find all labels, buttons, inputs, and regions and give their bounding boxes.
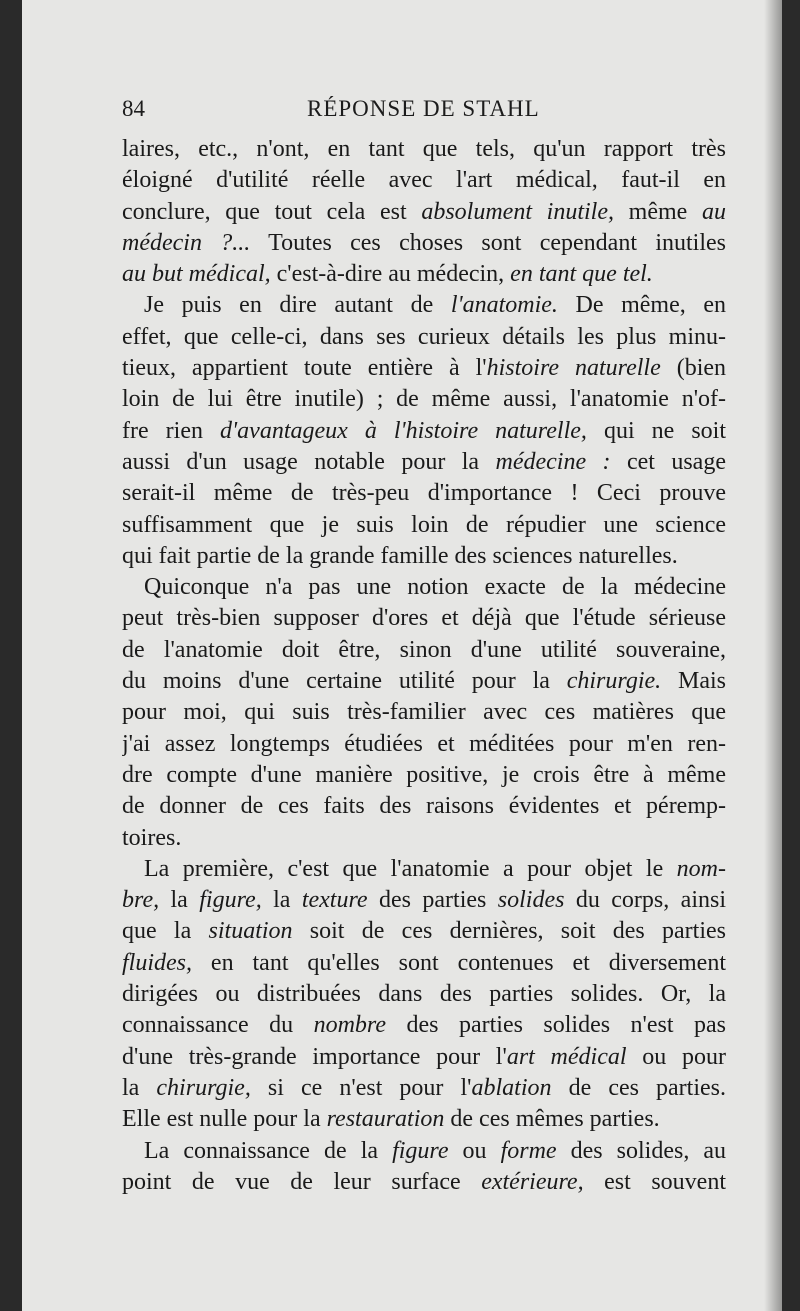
book-page — [22, 0, 782, 1311]
text-segment: De même, en — [557, 292, 726, 319]
italic-text: médecine : — [495, 448, 611, 475]
italic-text: art médical — [506, 1043, 627, 1070]
text-segment: du corps, ainsi — [564, 887, 726, 914]
italic-text: au but médical, — [122, 261, 271, 288]
text-line — [122, 1104, 726, 1135]
text-segment: de donner de ces faits des raisons évidentes et péremp- — [122, 793, 726, 820]
italic-text: absolument inutile, — [421, 198, 614, 225]
text-segment: serait-il même de très-peu d'importance ! Ceci prouve — [122, 480, 726, 507]
text-segment: Je puis en dire autant de — [144, 292, 451, 319]
text-segment: d'une très-grande importance pour l' — [122, 1043, 507, 1070]
text-segment: peut très-bien supposer d'ores et déjà que l'étude sérieuse — [122, 605, 726, 632]
italic-text: figure — [392, 1137, 449, 1164]
text-segment: si ce n'est pour l' — [250, 1074, 472, 1101]
italic-text: solides — [497, 887, 565, 914]
italic-text: l'anatomie. — [450, 292, 558, 319]
page-header — [22, 96, 782, 130]
italic-text: chirurgie, — [156, 1074, 251, 1101]
text-segment: ou — [448, 1137, 501, 1164]
body-text — [122, 134, 726, 1198]
text-segment: Mais — [661, 668, 726, 695]
italic-text: restauration — [326, 1106, 445, 1133]
text-segment: des solides, au — [556, 1137, 726, 1164]
text-segment: conclure, que tout cela est — [122, 198, 422, 225]
text-line — [122, 572, 726, 603]
text-segment: soit de ces dernières, soit des parties — [292, 918, 726, 945]
text-segment: des parties — [367, 887, 498, 914]
text-segment: de ces parties. — [551, 1074, 726, 1101]
text-line — [122, 416, 726, 447]
italic-text: bre, — [122, 887, 160, 914]
text-segment: loin de lui être inutile) ; de même aussi, l'anatomie n'of- — [122, 386, 726, 413]
text-line — [122, 854, 726, 885]
text-line — [122, 134, 726, 165]
text-segment: fre rien — [122, 417, 221, 444]
text-line — [122, 603, 726, 634]
text-segment: des parties solides n'est pas — [386, 1012, 726, 1039]
text-line — [122, 1167, 726, 1198]
text-line — [122, 290, 726, 321]
text-segment: de l'anatomie doit être, sinon d'une utilité souveraine, — [122, 636, 726, 663]
text-segment: connaissance du — [122, 1012, 314, 1039]
italic-text: texture — [301, 887, 368, 914]
text-line — [122, 1073, 726, 1104]
text-line — [122, 510, 726, 541]
text-segment: cet usage — [610, 448, 726, 475]
text-line — [122, 885, 726, 916]
italic-text: en tant que tel. — [510, 261, 653, 288]
text-line — [122, 1042, 726, 1073]
text-line — [122, 979, 726, 1010]
text-segment: suffisamment que je suis loin de répudier une science — [122, 511, 726, 538]
text-segment: la — [261, 887, 302, 914]
text-segment: Elle est nulle pour la — [122, 1106, 327, 1133]
text-line — [122, 635, 726, 666]
text-line — [122, 478, 726, 509]
text-segment: la — [122, 1074, 157, 1101]
text-line — [122, 916, 726, 947]
text-segment: effet, que celle-ci, dans ses curieux détails les plus minu- — [122, 323, 726, 350]
text-segment: (bien — [660, 355, 726, 382]
text-segment: qui ne soit — [586, 417, 726, 444]
text-segment: La première, c'est que l'anatomie a pour objet le — [144, 855, 677, 882]
text-segment: que la — [122, 918, 209, 945]
text-line — [122, 823, 726, 854]
italic-text: figure, — [199, 887, 262, 914]
running-title: RÉPONSE DE STAHL — [307, 96, 540, 121]
text-line — [122, 1136, 726, 1167]
text-segment: Toutes ces choses sont cependant inutiles — [250, 229, 726, 256]
text-line — [122, 197, 726, 228]
text-segment: c'est-à-dire au médecin, — [270, 261, 511, 288]
text-line — [122, 791, 726, 822]
text-line — [122, 948, 726, 979]
text-segment: point de vue de leur surface — [122, 1168, 482, 1195]
text-segment: Quiconque n'a pas une notion exacte de la médecine — [144, 574, 726, 601]
text-segment: tieux, appartient toute entière à l' — [122, 355, 487, 382]
page-number: 84 — [122, 96, 145, 121]
italic-text: médecin ?... — [122, 229, 251, 256]
text-segment: même — [614, 198, 703, 225]
text-line — [122, 1010, 726, 1041]
text-line — [122, 165, 726, 196]
text-segment: éloigné d'utilité réelle avec l'art médical, faut-il en — [122, 167, 726, 194]
text-line — [122, 322, 726, 353]
text-segment: dirigées ou distribuées dans des parties solides. Or, la — [122, 981, 726, 1008]
text-segment: la — [159, 887, 200, 914]
italic-text: ablation — [471, 1074, 552, 1101]
text-line — [122, 353, 726, 384]
italic-text: situation — [208, 918, 293, 945]
text-line — [122, 447, 726, 478]
text-line — [122, 760, 726, 791]
text-line — [122, 541, 726, 572]
text-line — [122, 729, 726, 760]
text-segment: de ces mêmes parties. — [444, 1106, 660, 1133]
text-segment: en tant qu'elles sont contenues et diversement — [192, 949, 726, 976]
text-segment: pour moi, qui suis très-familier avec ces matières que — [122, 699, 726, 726]
italic-text: nombre — [313, 1012, 387, 1039]
italic-text: d'avantageux à l'histoire naturelle, — [220, 417, 587, 444]
page-edge-shadow — [764, 0, 782, 1311]
text-segment: j'ai assez longtemps étudiées et méditées pour m'en ren- — [122, 730, 726, 757]
italic-text: chirurgie. — [566, 668, 662, 695]
text-line — [122, 666, 726, 697]
text-segment: est souvent — [583, 1168, 726, 1195]
text-segment: toires. — [122, 824, 182, 851]
italic-text: fluides, — [122, 949, 192, 976]
text-segment: aussi d'un usage notable pour la — [122, 448, 496, 475]
text-segment: qui fait partie de la grande famille des sciences naturelles. — [122, 542, 678, 569]
text-segment: du moins d'une certaine utilité pour la — [122, 668, 567, 695]
text-segment: dre compte d'une manière positive, je crois être à même — [122, 761, 726, 788]
text-line — [122, 259, 726, 290]
text-segment: laires, etc., n'ont, en tant que tels, qu'un rapport très — [122, 136, 726, 162]
text-line — [122, 697, 726, 728]
text-segment: ou pour — [626, 1043, 726, 1070]
italic-text: au — [702, 198, 726, 225]
italic-text: extérieure, — [481, 1168, 584, 1195]
text-segment: La connaissance de la — [144, 1137, 393, 1164]
italic-text: histoire naturelle — [486, 355, 661, 382]
text-line — [122, 384, 726, 415]
italic-text: nom- — [676, 855, 726, 882]
italic-text: forme — [500, 1137, 557, 1164]
text-line — [122, 228, 726, 259]
